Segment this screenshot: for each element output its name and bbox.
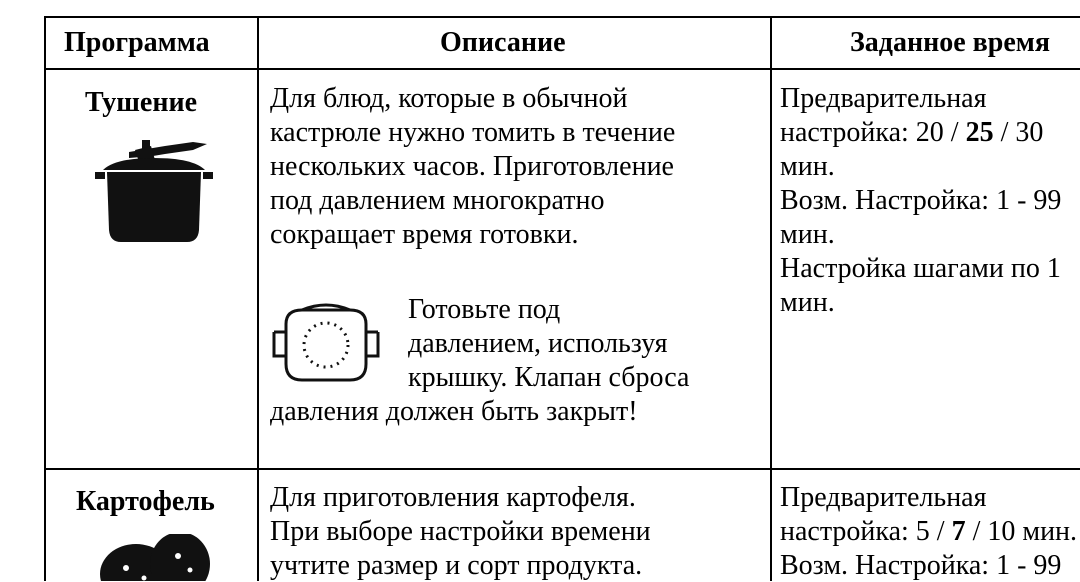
time-preset: настройка: 5 / 7 / 10 мин. bbox=[780, 516, 1078, 547]
potatoes-icon bbox=[98, 534, 210, 581]
description-line: При выборе настройки времени bbox=[270, 516, 651, 547]
program-name: Картофель bbox=[76, 486, 215, 517]
pressure-cooker-pot-icon bbox=[95, 138, 213, 248]
time-line: Предварительная bbox=[780, 482, 987, 513]
description-line: сокращает время готовки. bbox=[270, 219, 579, 250]
program-name: Тушение bbox=[85, 87, 198, 118]
description-line: под давлением многократно bbox=[270, 185, 605, 216]
time-line: Предварительная bbox=[780, 83, 987, 114]
note-line: крышку. Клапан сброса bbox=[408, 362, 690, 393]
time-range: Возм. Настройка: 1 - 99 bbox=[780, 550, 1062, 581]
table-row-divider bbox=[44, 468, 1080, 470]
header-program: Программа bbox=[64, 27, 210, 58]
description-line: кастрюле нужно томить в течение bbox=[270, 117, 676, 148]
table-border-top bbox=[44, 16, 1080, 18]
header-time: Заданное время bbox=[850, 27, 1050, 58]
note-line: давления должен быть закрыт! bbox=[270, 396, 638, 427]
time-step: Настройка шагами по 1 bbox=[780, 253, 1061, 284]
note-line: давлением, используя bbox=[408, 328, 668, 359]
description-line: Для приготовления картофеля. bbox=[270, 482, 636, 513]
time-range: Возм. Настройка: 1 - 99 bbox=[780, 185, 1062, 216]
table-divider-2 bbox=[770, 16, 772, 581]
default-preset: 7 bbox=[951, 516, 966, 547]
table-divider-1 bbox=[257, 16, 259, 581]
note-line: Готовьте под bbox=[408, 294, 561, 325]
time-line: мин. bbox=[780, 287, 835, 318]
pressure-lid-icon bbox=[272, 302, 380, 386]
time-line: мин. bbox=[780, 219, 835, 250]
header-description: Описание bbox=[440, 27, 566, 58]
table-border-left bbox=[44, 16, 46, 581]
table-header-divider bbox=[44, 68, 1080, 70]
description-line: учтите размер и сорт продукта. bbox=[270, 550, 643, 581]
time-line: мин. bbox=[780, 151, 835, 182]
description-line: Для блюд, которые в обычной bbox=[270, 83, 628, 114]
time-preset: настройка: 20 / 25 / 30 bbox=[780, 117, 1044, 148]
default-preset: 25 bbox=[965, 117, 994, 148]
description-line: нескольких часов. Приготовление bbox=[270, 151, 674, 182]
